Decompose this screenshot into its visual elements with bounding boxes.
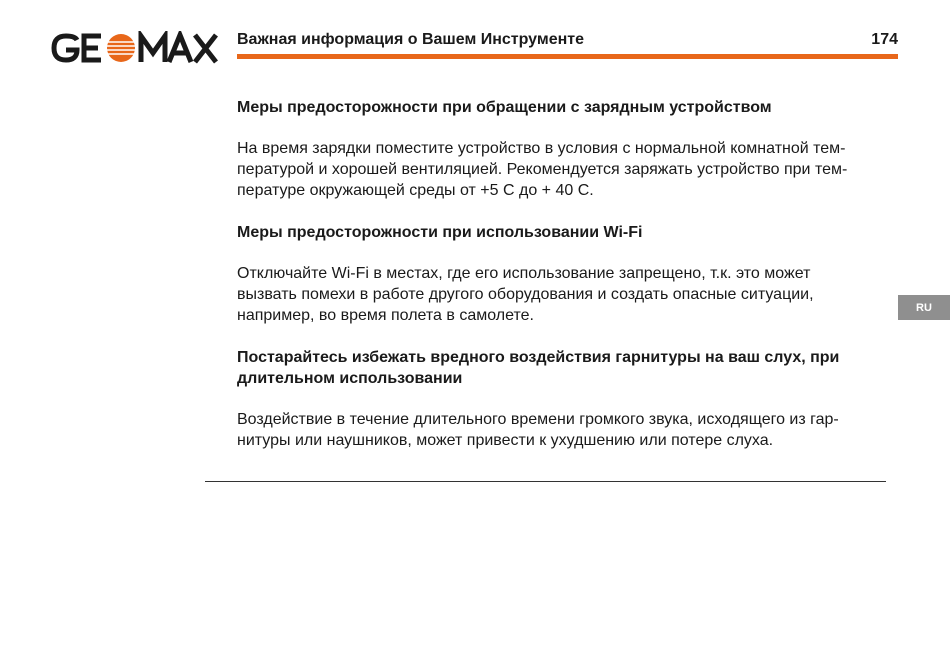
heading-line: Меры предосторожности при использовании Wi-Fi — [237, 224, 643, 241]
geomax-logo-graphic — [51, 31, 219, 65]
section-heading — [237, 97, 892, 118]
heading-line: длительном использовании — [237, 370, 463, 387]
body-line: нитуры или наушников, может привести к ухудшению или потере слуха. — [237, 432, 774, 449]
section-headset-hearing — [237, 347, 892, 451]
body-line: На время зарядки поместите устройство в условия с нормальной комнатной тем- — [237, 140, 846, 157]
section-heading — [237, 347, 892, 389]
geomax-logo — [51, 31, 219, 65]
section-heading — [237, 222, 892, 243]
language-tab[interactable]: RU — [898, 295, 950, 320]
body-line: пературой и хорошей вентиляцией. Рекомендуется заряжать устройство при тем- — [237, 161, 848, 178]
body-line: Воздействие в течение длительного времени громкого звука, исходящего из гар- — [237, 411, 839, 428]
body-line: вызвать помехи в работе другого оборудования и создать опасные ситуации, — [237, 286, 814, 303]
section-body — [237, 263, 892, 326]
header-title: Важная информация о Вашем Инструменте — [237, 31, 584, 48]
page-content — [237, 97, 892, 472]
heading-line: Постарайтесь избежать вредного воздействия гарнитуры на ваш слух, при — [237, 349, 840, 366]
heading-line: Меры предосторожности при обращении с зарядным устройством — [237, 99, 772, 116]
page-number: 174 — [871, 31, 898, 48]
section-charger-precautions — [237, 97, 892, 201]
body-line: пературе окружающей среды от +5 C до + 40 C. — [237, 182, 594, 199]
section-body — [237, 138, 892, 201]
header-rule — [237, 54, 898, 59]
section-body — [237, 409, 892, 451]
section-wifi-precautions — [237, 222, 892, 326]
body-line: Отключайте Wi-Fi в местах, где его использование запрещено, т.к. это может — [237, 265, 811, 282]
body-line: например, во время полета в самолете. — [237, 307, 534, 324]
footer-rule — [205, 481, 886, 482]
